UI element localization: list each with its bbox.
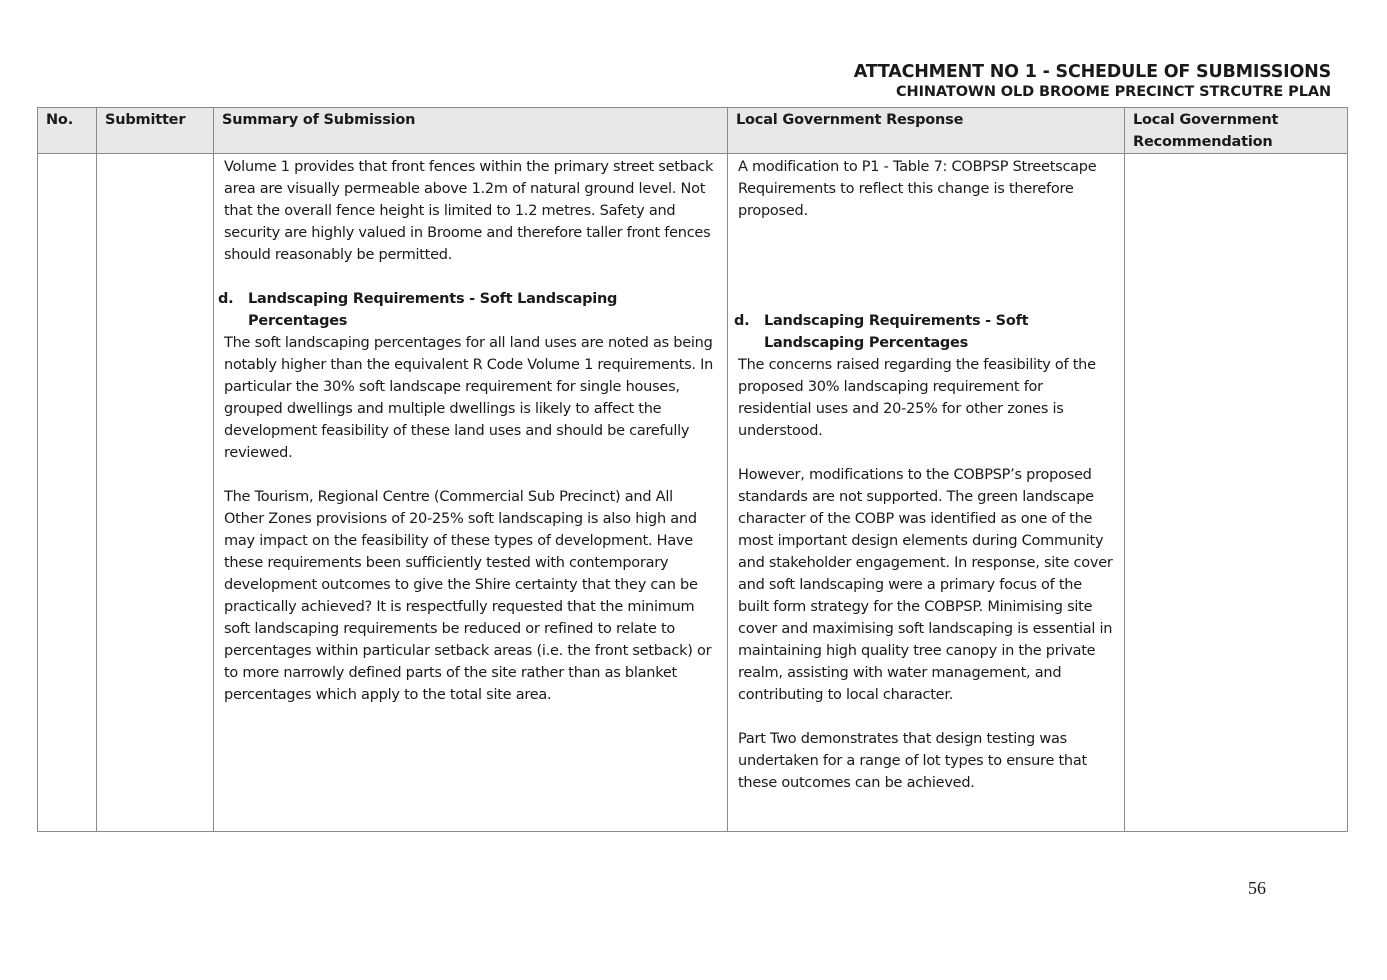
response-heading-letter: d. — [734, 313, 750, 329]
summary-paragraph-percentages: The soft landscaping percentages for all land uses are noted as being notably higher than the equivalent R Code Volume 1 requirements. In particular the 30% soft landscape requirement for single houses, grouped dwellings and multiple dwellings is likely to affect the development feasibility of these land uses and should be carefully reviewed. — [224, 335, 714, 461]
document-subtitle: CHINATOWN OLD BROOME PRECINCT STRCUTRE PLAN — [896, 84, 1331, 100]
column-header-submitter: Submitter — [97, 108, 214, 154]
cell-no — [38, 154, 97, 832]
column-header-recommendation: Local Government Recommendation — [1125, 108, 1348, 154]
cell-recommendation — [1125, 154, 1348, 832]
response-heading-text: Landscaping Requirements - Soft Landscaping Percentages — [764, 313, 1029, 351]
response-paragraph-not-supported: However, modifications to the COBPSP’s proposed standards are not supported. The green landscape character of the COBP was identified as one of the most important design elements during Community and stakeholder engagement. In response, site cover and soft landscaping were a primary focus of the built form strategy for the COBPSP. Minimising site cover and maximising soft landscaping is essential in maintaining high quality tree canopy in the private realm, assisting with water management, and contributing to local character. — [738, 467, 1113, 703]
table-row — [38, 154, 1348, 832]
submissions-table — [37, 107, 1348, 832]
page-number: 56 — [1248, 878, 1266, 898]
cell-response — [728, 154, 1125, 832]
summary-heading-landscaping — [218, 288, 717, 332]
summary-paragraph-fences: Volume 1 provides that front fences within the primary street setback area are visually permeable above 1.2m of natural ground level. Not that the overall fence height is limited to 1.2 metres. Safety and security are highly valued in Broome and therefore taller front fences should reasonably be permitted. — [224, 159, 714, 263]
document-header — [854, 61, 1331, 101]
summary-heading-text: Landscaping Requirements - Soft Landscaping Percentages — [248, 291, 618, 329]
response-paragraph-modification: A modification to P1 - Table 7: COBPSP Streetscape Requirements to reflect this change is therefore proposed. — [738, 159, 1097, 219]
summary-paragraph-zones: The Tourism, Regional Centre (Commercial Sub Precinct) and All Other Zones provisions of 20-25% soft landscaping is also high and may impact on the feasibility of these types of development. Have these requirements been sufficiently tested with contemporary development outcomes to give the Shire certainty that they can be practically achieved? It is respectfully requested that the minimum soft landscaping requirements be reduced or refined to relate to percentages within particular setback areas (i.e. the front setback) or to more narrowly defined parts of the site rather than as blanket percentages which apply to the total site area. — [224, 489, 712, 703]
document-title: ATTACHMENT NO 1 - SCHEDULE OF SUBMISSIONS — [853, 62, 1331, 82]
table-header-row — [38, 108, 1348, 154]
response-heading-landscaping — [734, 310, 1114, 354]
column-header-no: No. — [38, 108, 97, 154]
response-paragraph-design-testing: Part Two demonstrates that design testing was undertaken for a range of lot types to ensure that these outcomes can be achieved. — [738, 731, 1087, 791]
response-paragraph-concerns: The concerns raised regarding the feasibility of the proposed 30% landscaping requirement for residential uses and 20-25% for other zones is understood. — [738, 357, 1096, 439]
cell-summary — [214, 154, 728, 832]
column-header-summary: Summary of Submission — [214, 108, 728, 154]
column-header-response: Local Government Response — [728, 108, 1125, 154]
summary-heading-letter: d. — [218, 291, 234, 307]
cell-submitter — [97, 154, 214, 832]
